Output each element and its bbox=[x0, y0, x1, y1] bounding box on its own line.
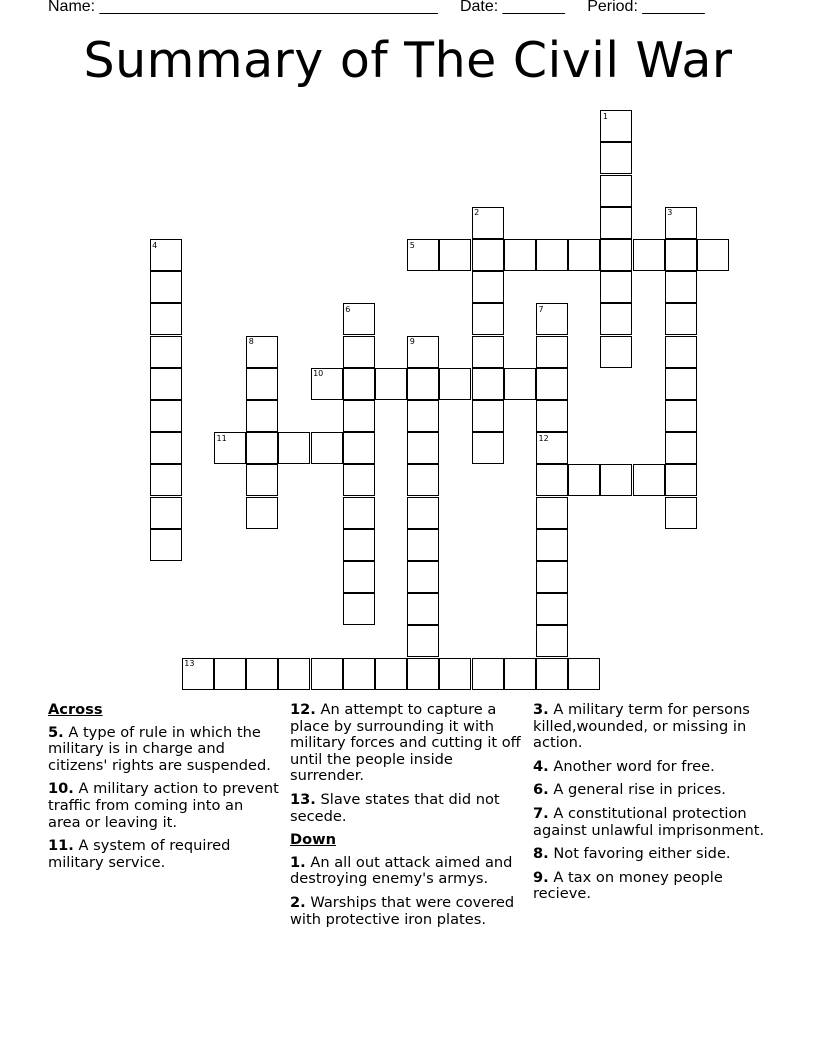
grid-cell[interactable] bbox=[504, 368, 536, 400]
clue-item bbox=[533, 870, 765, 903]
grid-cell[interactable] bbox=[375, 368, 407, 400]
grid-cell[interactable] bbox=[150, 529, 182, 561]
clue-item bbox=[533, 846, 765, 863]
clue-item bbox=[290, 895, 522, 928]
clue-item-text: An attempt to capture a place by surrounding it with military forces and cutting it off until the people inside surrender. bbox=[290, 701, 521, 785]
clue-item bbox=[48, 781, 280, 831]
grid-cell[interactable] bbox=[665, 497, 697, 529]
clue-number: 6 bbox=[345, 304, 351, 314]
clue-item-number: 8. bbox=[533, 845, 549, 863]
clue-item bbox=[290, 855, 522, 888]
grid-cell[interactable] bbox=[246, 497, 278, 529]
grid-cell[interactable] bbox=[407, 593, 439, 625]
clue-item bbox=[48, 838, 280, 871]
clue-number: 13 bbox=[184, 659, 195, 669]
page-title: Summary of The Civil War bbox=[83, 32, 733, 89]
worksheet-header bbox=[48, 0, 705, 16]
clue-item-text: Warships that were covered with protective iron plates. bbox=[290, 893, 515, 928]
clue-item-text: A military term for persons killed,wounded, or missing in action. bbox=[533, 701, 750, 752]
grid-cell[interactable] bbox=[343, 529, 375, 561]
clue-number: 10 bbox=[313, 369, 324, 379]
grid-cell[interactable] bbox=[407, 658, 439, 690]
grid-cell[interactable] bbox=[343, 593, 375, 625]
clue-item-number: 4. bbox=[533, 757, 549, 775]
grid-cell[interactable] bbox=[665, 239, 697, 271]
clue-number: 7 bbox=[538, 304, 544, 314]
grid-cell[interactable] bbox=[504, 239, 536, 271]
grid-cell[interactable] bbox=[439, 658, 471, 690]
grid-cell[interactable] bbox=[504, 658, 536, 690]
period-blank[interactable]: _______ bbox=[642, 0, 705, 15]
grid-cell[interactable] bbox=[536, 529, 568, 561]
grid-cell[interactable] bbox=[665, 271, 697, 303]
grid-cell[interactable] bbox=[472, 658, 504, 690]
grid-cell[interactable] bbox=[311, 658, 343, 690]
grid-cell[interactable] bbox=[536, 658, 568, 690]
clue-item-text: A type of rule in which the military is in charge and citizens' rights are suspended. bbox=[48, 723, 271, 774]
grid-cell[interactable] bbox=[600, 207, 632, 239]
grid-cell[interactable] bbox=[375, 658, 407, 690]
across-clue-list-continued bbox=[290, 702, 522, 825]
grid-cell[interactable] bbox=[665, 400, 697, 432]
grid-cell[interactable] bbox=[407, 400, 439, 432]
date-blank[interactable]: _______ bbox=[502, 0, 565, 15]
grid-cell[interactable] bbox=[536, 464, 568, 496]
grid-cell[interactable] bbox=[150, 368, 182, 400]
clue-item-text: Slave states that did not secede. bbox=[290, 790, 500, 825]
clue-item-text: A system of required military service. bbox=[48, 837, 231, 871]
grid-cell[interactable] bbox=[600, 142, 632, 174]
grid-cell[interactable] bbox=[150, 464, 182, 496]
clue-item-number: 7. bbox=[533, 804, 549, 822]
grid-cell[interactable] bbox=[633, 464, 665, 496]
clue-item-text: A military action to prevent traffic from coming into an area or leaving it. bbox=[48, 780, 279, 831]
grid-cell[interactable] bbox=[568, 464, 600, 496]
down-heading: Down bbox=[290, 831, 337, 849]
clue-item-text: A general rise in prices. bbox=[548, 781, 726, 799]
clue-number: 4 bbox=[152, 240, 158, 250]
clue-number: 1 bbox=[602, 111, 608, 121]
clue-item-text: Another word for free. bbox=[548, 757, 715, 775]
clue-item-number: 13. bbox=[290, 790, 316, 808]
grid-cell[interactable] bbox=[536, 400, 568, 432]
name-blank[interactable]: ______________________________________ bbox=[99, 0, 438, 15]
grid-cell[interactable] bbox=[214, 658, 246, 690]
grid-cell[interactable] bbox=[343, 464, 375, 496]
grid-cell[interactable] bbox=[343, 561, 375, 593]
clue-item-text: A constitutional protection against unlawful imprisonment. bbox=[533, 804, 765, 839]
clue-item-number: 3. bbox=[533, 701, 549, 718]
grid-cell[interactable] bbox=[278, 658, 310, 690]
grid-cell[interactable] bbox=[407, 625, 439, 657]
clue-number: 5 bbox=[409, 240, 415, 250]
clue-number: 9 bbox=[409, 337, 415, 347]
grid-cell[interactable] bbox=[536, 625, 568, 657]
grid-cell[interactable] bbox=[343, 432, 375, 464]
grid-cell[interactable] bbox=[633, 239, 665, 271]
clue-item bbox=[290, 792, 522, 825]
grid-cell[interactable] bbox=[536, 368, 568, 400]
grid-cell[interactable] bbox=[472, 239, 504, 271]
grid-cell[interactable] bbox=[278, 432, 310, 464]
down-clue-list-continued bbox=[533, 702, 765, 903]
grid-cell[interactable] bbox=[600, 175, 632, 207]
across-heading: Across bbox=[48, 701, 103, 718]
grid-cell[interactable] bbox=[246, 400, 278, 432]
grid-cell[interactable] bbox=[536, 561, 568, 593]
clue-column-1 bbox=[48, 702, 280, 878]
clue-item-number: 5. bbox=[48, 723, 64, 741]
clue-item bbox=[533, 702, 765, 752]
grid-cell[interactable] bbox=[472, 271, 504, 303]
grid-cell[interactable] bbox=[600, 303, 632, 335]
grid-cell[interactable] bbox=[150, 336, 182, 368]
grid-cell[interactable] bbox=[150, 303, 182, 335]
grid-cell[interactable] bbox=[665, 336, 697, 368]
grid-cell[interactable] bbox=[343, 368, 375, 400]
clue-number: 12 bbox=[538, 433, 549, 443]
grid-cell[interactable] bbox=[536, 497, 568, 529]
clue-item-number: 2. bbox=[290, 893, 306, 911]
clue-item-text: A tax on money people recieve. bbox=[533, 868, 723, 903]
grid-cell[interactable] bbox=[472, 368, 504, 400]
clue-number: 3 bbox=[667, 208, 673, 218]
grid-cell[interactable] bbox=[407, 561, 439, 593]
grid-cell[interactable] bbox=[246, 368, 278, 400]
clue-number: 8 bbox=[248, 337, 254, 347]
grid-cell[interactable] bbox=[536, 336, 568, 368]
grid-cell[interactable] bbox=[246, 432, 278, 464]
grid-cell[interactable] bbox=[472, 432, 504, 464]
across-clue-list bbox=[48, 725, 280, 872]
grid-cell[interactable] bbox=[600, 239, 632, 271]
grid-cell[interactable] bbox=[568, 239, 600, 271]
clue-item bbox=[290, 702, 522, 785]
grid-cell[interactable] bbox=[407, 368, 439, 400]
grid-cell[interactable] bbox=[407, 529, 439, 561]
grid-cell[interactable] bbox=[150, 497, 182, 529]
grid-cell[interactable] bbox=[343, 400, 375, 432]
grid-cell[interactable] bbox=[600, 271, 632, 303]
clue-item-number: 11. bbox=[48, 837, 74, 855]
grid-cell[interactable] bbox=[150, 432, 182, 464]
clue-item-text: Not favoring either side. bbox=[548, 845, 731, 863]
grid-cell[interactable] bbox=[600, 464, 632, 496]
grid-cell[interactable] bbox=[697, 239, 729, 271]
clue-column-3 bbox=[533, 702, 765, 910]
grid-cell[interactable] bbox=[150, 400, 182, 432]
grid-cell[interactable] bbox=[246, 464, 278, 496]
grid-cell[interactable] bbox=[472, 336, 504, 368]
grid-cell[interactable] bbox=[246, 658, 278, 690]
clue-item-number: 12. bbox=[290, 701, 316, 718]
grid-cell[interactable] bbox=[536, 593, 568, 625]
grid-cell[interactable] bbox=[536, 239, 568, 271]
grid-cell[interactable] bbox=[407, 432, 439, 464]
date-label: Date: bbox=[459, 0, 499, 15]
grid-cell[interactable] bbox=[343, 336, 375, 368]
period-label: Period: bbox=[587, 0, 638, 15]
grid-cell[interactable] bbox=[439, 368, 471, 400]
grid-cell[interactable] bbox=[343, 497, 375, 529]
clue-item-number: 9. bbox=[533, 868, 549, 886]
clue-item bbox=[48, 725, 280, 775]
grid-cell[interactable] bbox=[343, 658, 375, 690]
grid-cell[interactable] bbox=[472, 303, 504, 335]
clue-item-number: 6. bbox=[533, 781, 549, 799]
grid-cell[interactable] bbox=[311, 432, 343, 464]
down-clue-list bbox=[290, 855, 522, 928]
clue-item-text: An all out attack aimed and destroying enemy's armys. bbox=[290, 853, 513, 888]
name-label: Name: bbox=[48, 0, 96, 15]
grid-cell[interactable] bbox=[472, 400, 504, 432]
grid-cell[interactable] bbox=[665, 368, 697, 400]
clue-item-number: 1. bbox=[290, 853, 306, 871]
grid-cell[interactable] bbox=[600, 336, 632, 368]
grid-cell[interactable] bbox=[439, 239, 471, 271]
grid-cell[interactable] bbox=[568, 658, 600, 690]
clue-number: 2 bbox=[474, 208, 480, 218]
grid-cell[interactable] bbox=[665, 303, 697, 335]
grid-cell[interactable] bbox=[665, 464, 697, 496]
grid-cell[interactable] bbox=[665, 432, 697, 464]
grid-cell[interactable] bbox=[150, 271, 182, 303]
grid-cell[interactable] bbox=[407, 464, 439, 496]
grid-cell[interactable] bbox=[407, 497, 439, 529]
clue-item bbox=[533, 782, 765, 799]
clue-item-number: 10. bbox=[48, 780, 74, 798]
clue-column-2 bbox=[290, 702, 522, 935]
clue-item bbox=[533, 806, 765, 839]
clue-number: 11 bbox=[216, 433, 227, 443]
clue-item bbox=[533, 759, 765, 776]
